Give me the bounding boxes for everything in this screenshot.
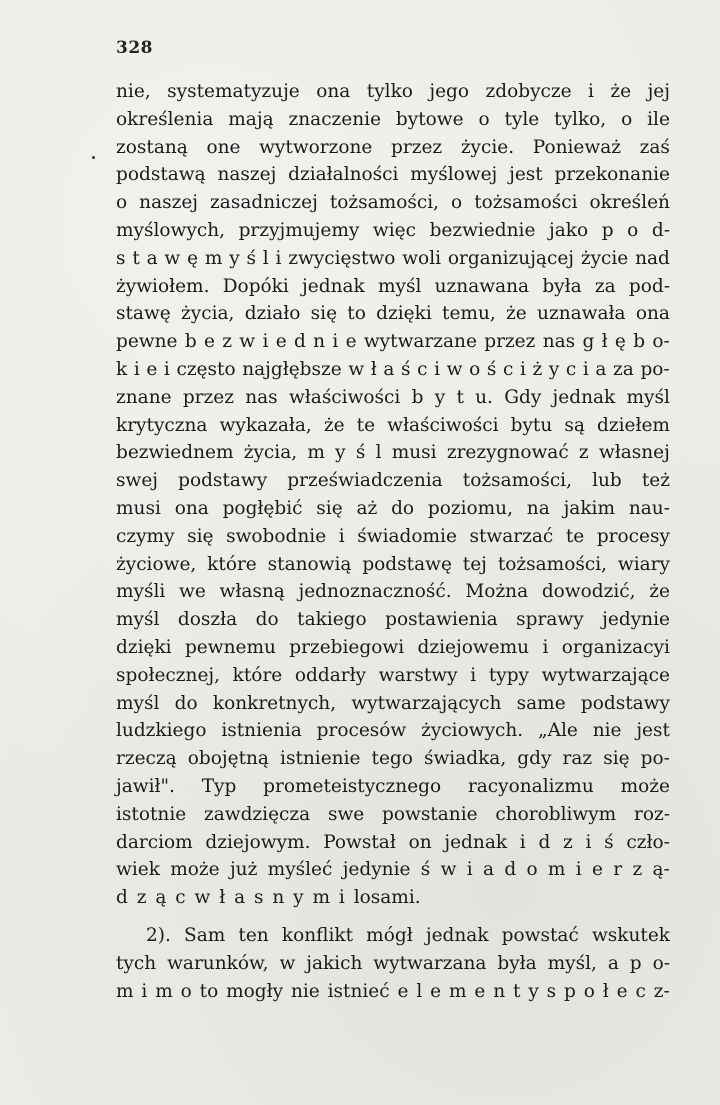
text-line: znane przez nas właściwości b y t u. Gdy jednak myśl (116, 386, 670, 408)
text-line: jawił". Typ prometeistycznego racyonalizmu może (116, 775, 670, 797)
text-line: wiek może już myśleć jedynie ś w i a d o m i e r z ą- (116, 859, 670, 881)
text-line: krytyczna wykazała, że te właściwości bytu są dziełem (116, 414, 670, 436)
text-line: k i e i często najgłębsze w ł a ś c i w o ś c i ż y c i a za po- (116, 358, 670, 380)
text-line: społecznej, które oddarły warstwy i typy wytwarzające (116, 664, 670, 686)
text-line: m i m o to mogły nie istnieć e l e m e n t y s p o ł e c z- (116, 980, 670, 1002)
text-line: istotnie zawdzięcza swe powstanie chorobliwym roz- (116, 803, 670, 825)
text-line: myślowych, przyjmujemy więc bezwiednie jako p o d- (116, 219, 670, 241)
page-number: 328 (116, 38, 153, 58)
text-line: myśli we własną jednoznaczność. Można dowodzić, że (116, 581, 670, 603)
text-line: 2). Sam ten konflikt mógł jednak powstać wskutek (146, 924, 670, 946)
text-line: podstawą naszej działalności myślowej jest przekonanie (116, 164, 670, 186)
text-line: zostaną one wytworzone przez życie. Ponieważ zaś (116, 136, 670, 158)
text-line: żywiołem. Dopóki jednak myśl uznawana była za pod- (116, 275, 670, 297)
text-line: musi ona pogłębić się aż do poziomu, na jakim nau- (116, 497, 670, 519)
text-line: czymy się swobodnie i świadomie stwarzać te procesy (116, 525, 670, 547)
ink-speck (92, 156, 95, 159)
body-text (116, 78, 670, 1005)
text-line: myśl doszła do takiego postawienia sprawy jedynie (116, 609, 670, 631)
paragraph-gap (116, 912, 670, 922)
text-line: stawę życia, działo się to dzięki temu, że uznawała ona (116, 303, 670, 325)
text-line: darciom dziejowym. Powstał on jednak i d z i ś czło- (116, 831, 670, 853)
text-line: swej podstawy przeświadczenia tożsamości, lub też (116, 470, 670, 492)
text-line: tych warunków, w jakich wytwarzana była myśl, a p o- (116, 952, 670, 974)
text-line: ludzkiego istnienia procesów życiowych. „Ale nie jest (116, 720, 670, 742)
text-line: myśl do konkretnych, wytwarzających same podstawy (116, 692, 670, 714)
text-line: rzeczą obojętną istnienie tego świadka, gdy raz się po- (116, 748, 670, 770)
paragraph-2 (116, 922, 670, 1005)
text-line: s t a w ę m y ś l i zwycięstwo woli organizującej życie nad (116, 247, 670, 269)
text-line: dzięki pewnemu przebiegowi dziejowemu i organizacyi (116, 636, 670, 658)
text-line: życiowe, które stanowią podstawę tej tożsamości, wiary (116, 553, 670, 575)
text-line: pewne b e z w i e d n i e wytwarzane przez nas g ł ę b o- (116, 331, 670, 353)
text-line: bezwiednem życia, m y ś l musi zrezygnować z własnej (116, 442, 670, 464)
paragraph-1 (116, 78, 670, 912)
text-line: d z ą c w ł a s n y m i losami. (116, 887, 421, 909)
text-line: nie, systematyzuje ona tylko jego zdobycze i że jej (116, 81, 670, 102)
text-line: o naszej zasadniczej tożsamości, o tożsamości określeń (116, 192, 670, 214)
text-line: określenia mają znaczenie bytowe o tyle tylko, o ile (116, 108, 670, 130)
